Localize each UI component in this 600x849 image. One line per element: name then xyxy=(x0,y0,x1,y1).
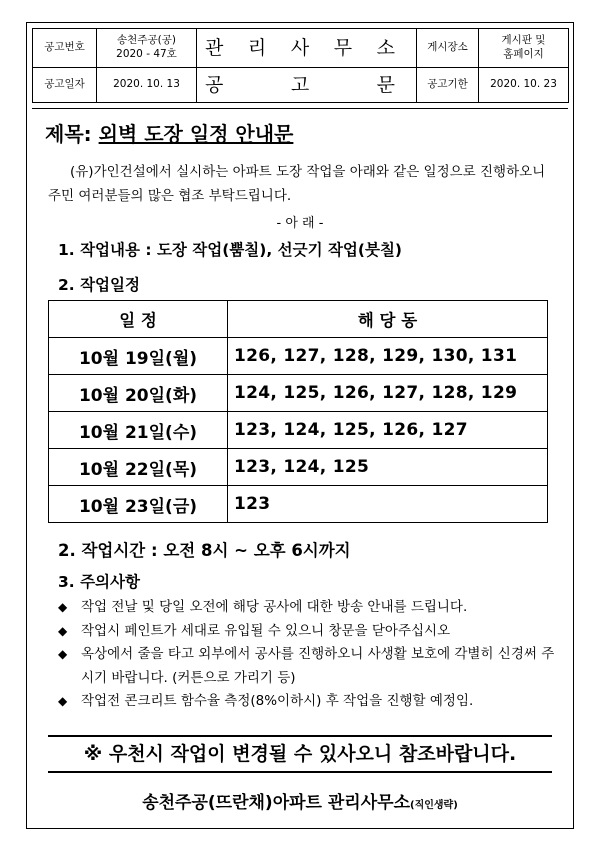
diamond-bullet-icon: ◆ xyxy=(58,694,68,708)
table-header-row xyxy=(49,301,548,338)
diamond-bullet-icon: ◆ xyxy=(58,623,68,638)
notice-date-value: 2020. 10. 13 xyxy=(97,67,197,102)
schedule-date: 10월 20일(화) xyxy=(49,375,228,412)
schedule-date: 10월 19일(월) xyxy=(49,338,228,375)
table-row xyxy=(49,375,548,412)
work-content: 1. 작업내용 : 도장 작업(뿜칠), 선긋기 작업(붓칠) xyxy=(58,241,403,259)
rain-warning: ※ 우천시 작업이 변경될 수 있사오니 참조바랍니다. xyxy=(48,735,552,773)
schedule-date: 10월 22일(목) xyxy=(49,449,228,486)
cautions-list xyxy=(56,596,556,714)
intro-paragraph: (유)가인건설에서 실시하는 아파트 도장 작업을 아래와 같은 일정으로 진행하오니 주민 여러분들의 많은 협조 부탁드립니다. xyxy=(48,164,546,204)
table-row xyxy=(49,412,548,449)
list-item: ◆ 작업 전날 및 당일 오전에 해당 공사에 대한 방송 안내를 드립니다. xyxy=(56,596,556,620)
schedule-buildings: 124, 125, 126, 127, 128, 129 xyxy=(228,375,548,412)
schedule-buildings: 123, 124, 125, 126, 127 xyxy=(228,412,548,449)
schedule-table xyxy=(48,300,548,523)
list-item: ◆ 작업전 콘크리트 함수율 측정(8%이하시) 후 작업을 진행할 예정임. xyxy=(56,690,556,714)
list-item: ◆ 작업시 페인트가 세대로 유입될 수 있으니 창문을 닫아주십시오 xyxy=(56,620,556,644)
schedule-heading: 2. 작업일정 xyxy=(58,276,140,294)
notice-date-label: 공고일자 xyxy=(33,67,97,102)
notice-header-table xyxy=(32,28,569,103)
header-title-office: 관 리 사 무 소 xyxy=(197,29,417,68)
schedule-buildings: 123 xyxy=(228,486,548,523)
list-item: ◆ 옥상에서 줄을 타고 외부에서 공사를 진행하오니 사생활 보호에 각별히 신경써 주시기 바랍니다. (커튼으로 가리기 등) xyxy=(56,643,556,690)
table-row xyxy=(49,338,548,375)
cautions-heading: 3. 주의사항 xyxy=(58,573,140,591)
signature-name: 송천주공(뜨란채)아파트 관리사무소 xyxy=(142,793,410,813)
stamp-note: (직인생략) xyxy=(410,800,458,811)
header-title-notice: 공 고 문 xyxy=(197,67,417,102)
notice-number-label: 공고번호 xyxy=(33,29,97,68)
divider xyxy=(32,108,568,109)
posting-place-value: 게시판 및 홈페이지 xyxy=(479,29,569,68)
work-time: 2. 작업시간 : 오전 8시 ~ 오후 6시까지 xyxy=(58,541,351,560)
notice-period-value: 2020. 10. 23 xyxy=(479,67,569,102)
table-row xyxy=(49,486,548,523)
notice-period-label: 공고기한 xyxy=(417,67,479,102)
page-title: 제목: 외벽 도장 일정 안내문 xyxy=(45,122,294,146)
schedule-date: 10월 21일(수) xyxy=(49,412,228,449)
col-buildings-header: 해 당 동 xyxy=(228,301,548,338)
table-row xyxy=(49,449,548,486)
col-date-header: 일 정 xyxy=(49,301,228,338)
posting-place-label: 게시장소 xyxy=(417,29,479,68)
schedule-date: 10월 23일(금) xyxy=(49,486,228,523)
diamond-bullet-icon: ◆ xyxy=(58,647,68,661)
schedule-buildings: 123, 124, 125 xyxy=(228,449,548,486)
notice-number-value: 송천주공(공) 2020 - 47호 xyxy=(97,29,197,68)
diamond-bullet-icon: ◆ xyxy=(58,600,68,614)
signature xyxy=(0,788,600,813)
schedule-buildings: 126, 127, 128, 129, 130, 131 xyxy=(228,338,548,375)
below-marker: - 아 래 - xyxy=(276,216,324,231)
